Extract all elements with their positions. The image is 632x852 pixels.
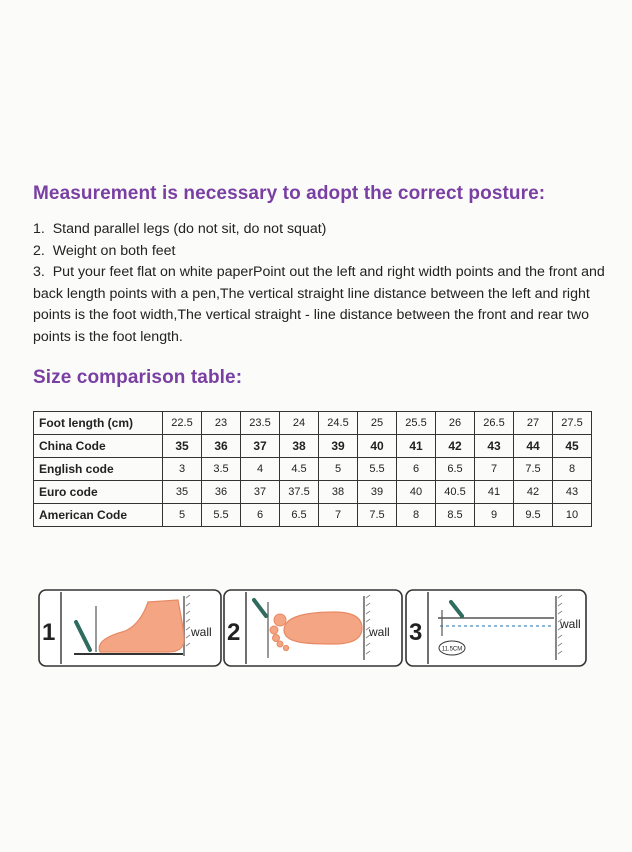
size-cell: 7.5 [514,458,553,481]
size-cell: 24 [280,412,319,435]
measurement-heading: Measurement is necessary to adopt the correct posture: [33,183,546,204]
length-badge-text: 11.5CM [441,646,463,653]
size-cell: 27.5 [553,412,592,435]
size-cell: 38 [280,435,319,458]
size-cell: 3 [163,458,202,481]
instruction-step-2: 2. Weight on both feet [33,242,176,259]
size-cell: 6.5 [436,458,475,481]
size-cell: 7 [475,458,514,481]
size-cell: 27 [514,412,553,435]
size-cell: 25 [358,412,397,435]
size-cell: 40 [358,435,397,458]
size-cell: 40 [397,481,436,504]
size-table-row [34,458,592,481]
size-cell: 44 [514,435,553,458]
size-cell: 8 [397,504,436,527]
size-cell: 37.5 [280,481,319,504]
diagram-panel-2 [224,590,402,666]
size-cell: 37 [241,435,280,458]
size-row-label: English code [34,458,163,481]
instruction-step-1: 1. Stand parallel legs (do not sit, do not squat) [33,221,327,237]
size-cell: 25.5 [397,412,436,435]
diagram-panel-3 [406,590,586,666]
size-cell: 41 [397,435,436,458]
panel-3-wall-label: wall [560,617,581,631]
size-cell: 9.5 [514,504,553,527]
panel-1-number: 1 [42,619,56,646]
size-cell: 8.5 [436,504,475,527]
size-cell: 8 [553,458,592,481]
size-cell: 45 [553,435,592,458]
size-comparison-table [33,411,592,527]
size-cell: 4.5 [280,458,319,481]
size-cell: 6 [241,504,280,527]
size-cell: 26 [436,412,475,435]
size-cell: 3.5 [202,458,241,481]
instruction-list [33,219,629,349]
size-cell: 23 [202,412,241,435]
panel-3-frame [406,590,586,666]
size-cell: 22.5 [163,412,202,435]
size-table-row [34,504,592,527]
size-cell: 5 [319,458,358,481]
size-cell: 36 [202,481,241,504]
size-row-label: Foot length (cm) [34,412,163,435]
measurement-diagram [38,588,588,670]
panel-1-wall-label: wall [191,625,212,639]
size-cell: 40.5 [436,481,475,504]
diagram-panel-1 [39,590,221,666]
size-row-label: American Code [34,504,163,527]
size-table-row [34,481,592,504]
size-table-heading: Size comparison table: [33,367,243,388]
size-cell: 7.5 [358,504,397,527]
size-cell: 39 [358,481,397,504]
size-row-label: China Code [34,435,163,458]
size-cell: 43 [475,435,514,458]
size-cell: 24.5 [319,412,358,435]
size-cell: 7 [319,504,358,527]
size-row-label: Euro code [34,481,163,504]
size-table-row [34,435,592,458]
size-table-row [34,412,592,435]
size-cell: 5 [163,504,202,527]
instruction-step-3: 3. Put your feet flat on white paperPoint out the left and right width points and the front and back length points with a pen,The vertical straight line distance between the left and right points is the foot width,The vertical straight - line distance between the front and rear two points is the foot length. [33,264,605,345]
size-cell: 43 [553,481,592,504]
panel-3-number: 3 [409,619,423,646]
size-cell: 37 [241,481,280,504]
panel-2-number: 2 [227,619,241,646]
size-cell: 9 [475,504,514,527]
size-cell: 36 [202,435,241,458]
size-cell: 23.5 [241,412,280,435]
size-cell: 42 [436,435,475,458]
size-cell: 5.5 [358,458,397,481]
size-cell: 4 [241,458,280,481]
panel-2-wall-label: wall [369,625,390,639]
size-cell: 35 [163,481,202,504]
size-cell: 26.5 [475,412,514,435]
size-cell: 10 [553,504,592,527]
size-cell: 42 [514,481,553,504]
size-cell: 5.5 [202,504,241,527]
size-cell: 38 [319,481,358,504]
size-cell: 6 [397,458,436,481]
size-cell: 39 [319,435,358,458]
size-cell: 6.5 [280,504,319,527]
size-cell: 41 [475,481,514,504]
size-cell: 35 [163,435,202,458]
